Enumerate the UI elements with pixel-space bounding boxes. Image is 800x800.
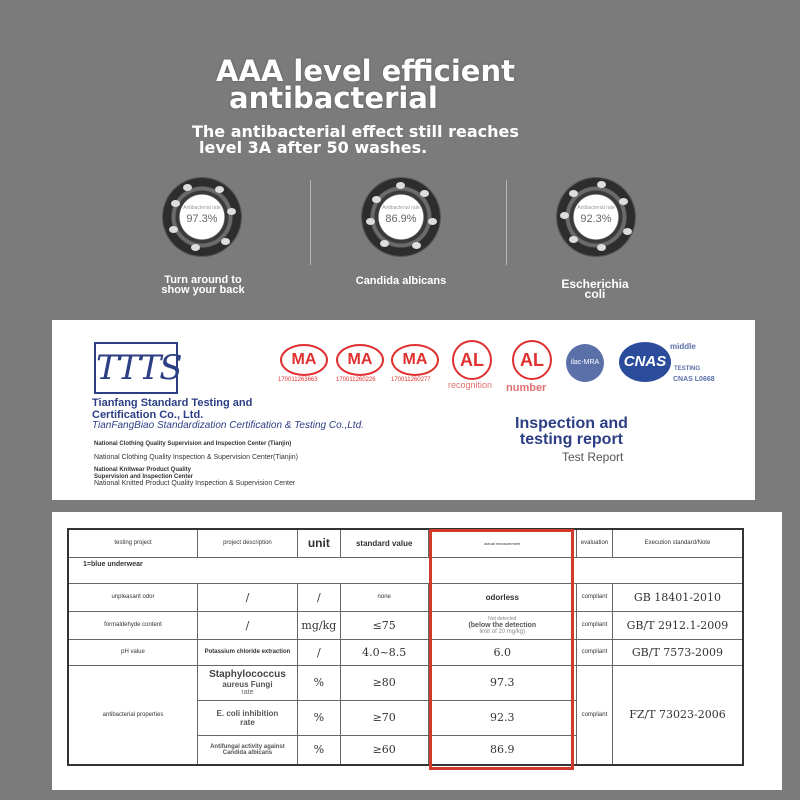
cell-result: 97.3 [428,665,576,700]
cell-execution: GB 18401-2010 [612,583,743,611]
badge-caption: Antibacterial rate [183,205,221,211]
hero-title-line2: antibacterial [229,81,438,115]
cell-result-line1: Not detected [488,615,517,622]
result-highlight-box [429,529,574,770]
cell-description: Potassium chloride extraction [198,639,298,665]
badge-caption: Antibacterial rate [382,205,420,211]
badge-label-line1: Turn around to [164,274,242,286]
cell-project: unpleasant odor [68,583,198,611]
cma-number: 170011260277 [391,377,431,383]
badge-center [574,195,618,239]
cma-number: 170011263663 [278,377,318,383]
divider [506,180,507,265]
cell-result: 6.0 [428,639,576,665]
cell-standard: ≥70 [340,700,428,735]
table-header-row [68,529,743,557]
badge-label-line1: Candida albicans [355,275,447,287]
cell-unit: mg/kg [297,611,340,639]
cell-description: / [198,583,298,611]
cnas-testing-label: TESTING [674,366,701,372]
hero-subtitle-line2: level 3A after 50 washes. [199,138,428,157]
badge-back [163,178,241,256]
cell-execution: GB/T 2912.1-2009 [612,611,743,639]
badge-label-back [148,275,258,295]
sample-label: 1=blue underwear [68,557,743,583]
test-report-panel [52,512,782,790]
cell-description-line3: rate [241,689,254,696]
cal-mark-icon: AL [452,340,492,380]
badge-label-line2: show your back [161,284,245,296]
cell-project: antibacterial properties [68,665,198,765]
cell-description-line2: aureus Fungi [222,680,273,689]
cell-description-line2: rate [240,717,255,727]
recognition-label: recognition [448,380,493,390]
cell-result-line2: (below the detection [468,621,537,629]
organization-name-alt: TianFangBiao Standardization Certification & Testing Co.,Ltd. [92,420,364,431]
center2-name: National Knitted Product Quality Inspection & Supervision Center [94,480,296,487]
cnas-icon: CNAS [619,342,671,382]
badge-value: 86.9% [385,213,417,225]
header-standard-value: standard value [340,529,428,557]
badge-ecoli [557,178,635,256]
report-subtitle: Test Report [562,450,624,464]
cell-description-line1: Staphylococcus [209,669,286,680]
center-name: National Clothing Quality Inspection & Supervision Center(Tianjin) [94,454,299,461]
cell-result: 92.3 [428,700,576,735]
cnas-middle-label: middle [670,342,696,351]
report-title-line1: Inspection and [515,415,628,432]
badge-label-line1: Escherichia [561,277,629,291]
cma-mark-icon: MA [280,344,328,376]
organization-name-line1: Tianfang Standard Testing and [92,397,253,409]
cell-standard: ≤75 [340,611,428,639]
cell-description: / [198,611,298,639]
certification-panel [52,320,755,500]
header-unit: unit [297,529,340,557]
badge-label-line2: coli [584,287,606,301]
cell-unit: % [297,735,340,765]
organization-name [92,397,252,421]
cell-result: odorless [428,583,576,611]
ttts-logo: TTTS [94,342,178,394]
table-row [68,665,743,700]
cell-unit: / [297,639,340,665]
cell-standard: 4.0~8.5 [340,639,428,665]
cell-evaluation: compliant [576,583,612,611]
badge-label-candida [336,276,466,286]
header-execution-standard: Execution standard/Note [612,529,743,557]
cell-evaluation: compliant [576,665,612,765]
organization-name-line2: Certification Co., Ltd. [92,409,204,421]
badge-value: 97.3% [186,213,218,225]
header-testing-project: testing project [68,529,198,557]
center2-name-bold-line2: Supervision and Inspection Center [94,474,194,480]
cell-description-line1: Antifungal activity against [210,743,285,750]
cell-result: 86.9 [428,735,576,765]
badge-value: 92.3% [580,213,612,225]
cma-mark-icon: MA [391,344,439,376]
cell-unit: % [297,665,340,700]
cell-unit: / [297,583,340,611]
hero-subtitle-line1: The antibacterial effect still reaches [192,122,519,141]
cell-description-line2: Candida albicans [222,749,273,756]
table-row [68,611,743,639]
header-evaluation: evaluation [576,529,612,557]
badge-candida [362,178,440,256]
center-name-bold: National Clothing Quality Supervision and Inspection Center (Tianjin) [94,441,292,447]
cell-standard: ≥60 [340,735,428,765]
divider [310,180,311,265]
ilac-mra-icon: ilac-MRA [566,344,604,382]
cma-mark-icon: MA [336,344,384,376]
cell-standard: ≥80 [340,665,428,700]
badge-label-ecoli [540,279,650,299]
cell-description [198,665,298,700]
cal-mark-icon: AL [512,340,552,380]
hero-subtitle [192,124,519,156]
table-row [68,557,743,583]
badge-caption: Antibacterial rate [577,205,615,211]
cell-execution: GB/T 7573-2009 [612,639,743,665]
report-title-line2: testing report [519,431,624,448]
cell-evaluation: compliant [576,611,612,639]
cell-description [198,735,298,765]
header-project-description: project description [198,529,298,557]
report-title [515,416,628,448]
cell-unit: % [297,700,340,735]
header-actual-measurement: actual measurement [428,529,576,557]
cell-project: pH value [68,639,198,665]
table-row [68,583,743,611]
hero-title [216,54,515,115]
cell-result-line3: limit of 20 mg/kg) [479,628,526,635]
cell-description-line1: E. coli inhibition [216,708,279,718]
cell-description [198,700,298,735]
test-results-table [67,528,744,766]
number-label: number [506,382,547,394]
cma-number: 170011260226 [336,377,376,383]
cell-execution: FZ/T 73023-2006 [612,665,743,765]
center2-name-bold-line1: National Knitwear Product Quality [94,467,192,473]
cell-project: formaldehyde content [68,611,198,639]
cell-standard: none [340,583,428,611]
cnas-code-label: CNAS L0668 [673,376,715,383]
hero-title-line1: AAA level efficient [216,54,515,88]
cell-evaluation: compliant [576,639,612,665]
badge-center [180,195,224,239]
badge-center [379,195,423,239]
table-row [68,639,743,665]
